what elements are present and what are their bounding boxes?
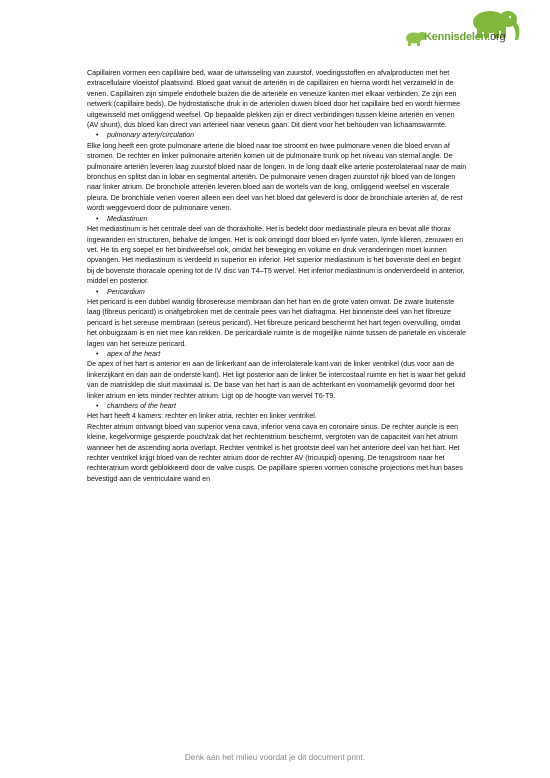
logo-brand-main: Kennisdelen: [424, 31, 488, 43]
paragraph: Het pericard is een dubbel wandig fibrosereuse membraan dan het hart en de grote vaten omvat. De zware buitenste laag (fibreus pericard) is onafgebroken met de centrale pees van het diafragma. Het binnenste deel van het fibreuze pericard is het sereuse membraan (sereus pericard). Het fibreuze pericard beschermt het hart tegen overvulling, omdat het onbuigzaam is en niet mee kan rekken. De pericardiale ruimte is de mogelijke ruimte tussen de parietale en viscerale lagen van het sereuze pericard.: [87, 297, 466, 348]
paragraph: Capillairen vormen een capillaire bed, waar de uitwisseling van zuurstof, voedingsstoffen en afvalproducten met het extracellulaire vloeistof plaatsvind. Bloed gaat vanuit de arteriën in de capillairen en hierna wordt het verzameld in de venen. Capillairen zijn simpele endothele buizen die de arteriële en veneuze kanten met elkaar verbinden. Ze zijn een netwerk (capillaire beds). De hydrostatische druk in de arteriolen duwen bloed door het capillaire bed en wordt hiermee uitgewisseld met omliggend weefsel. Op bepaalde plekken zijn er direct verbindingen tussen kleine arteriën en venen (AV shunt), dus bloed kan direct van arterieel naar veneus gaan. Dit dient voor het behouden van lichaamswarmte.: [87, 69, 461, 130]
elephant-icon: [404, 10, 534, 50]
bullet-heading: • Pericardium: [87, 287, 467, 297]
bullet-heading: • pulmonary artery/circulation: [87, 130, 467, 140]
paragraph: Het mediastinum is het centrale deel van de thoraxholte. Het is bedekt door mediastinale pleura en bevat alle thorax ingewanden en structuren, behalve de longen. Het is ook omringd door bloed en lymfe vaten, lymfe klieren, zenuwen en vet. He tis erg soepel en het bindweefsel ook, omdat het beweging en volume en druk veranderingen moet kunnen opvangen. Het mediastinum is verdeeld in superior en inferior. Het superior mediastinum is het bovenste deel en begint bij de bovenste thoracale opening tot de IV disc van T4–T5 wervel. Het inferior mediastinum is onderverdeeld in anterior, middel en posterior.: [87, 225, 465, 286]
logo-brand-tld: .org: [487, 31, 506, 43]
page-footer: Denk aan het milieu voordat je dit document print.: [184, 753, 366, 762]
bullet-heading: • Mediastinum: [87, 214, 467, 224]
paragraph: De apex of het hart is anterior en aan de linkerkant aan de inferolaterale kant van de linker ventrikel (dus voor aan de linkerzijkant en dan aan de onderste kant). Het ligt posterior aan de linker 5e intercostaal ruimte en het is waar het geluid van de matriisklep die sluit maximaal is. De base van het hart is aan de achterkant en voornamelijk gevormd door het linker atrium en iets minder rechter atrium. Ligt op de hoogte van wervel T6-T9.: [87, 360, 466, 400]
logo-wordmark: [424, 31, 505, 43]
bullet-heading: • apex of the heart: [87, 349, 467, 359]
kennisdelen-logo[interactable]: [404, 10, 534, 50]
bullet-heading: • chambers of the heart: [87, 401, 467, 411]
document-body: [87, 68, 467, 484]
paragraph: Rechter atrium ontvangt bloed van superior vena cava, inferior vena cava en coronaire sinus. De rechter auricle is een kleine, kegelvormige gespierde pouch/zak dat het rechteratrium beschermt, vergroten van de capaciteit van het atrium wanneer het de ascending aorta overlapt. Rechter ventrikel is het grootste deel van het anteriore deel van het hart. Het rechter ventrikel krijgt bloed van de rechter atrium door de rechter AV (tricuspid) opening. De terugstroom naar het rechteratrium wordt geblokkeerd door de valve cusps. De papillaire spieren vormen conische projections met hun bases bevestigd aan de ventriculaire wand en: [87, 422, 463, 483]
paragraph: Het hart heeft 4 kamers: rechter en linker atria, rechter en linker ventrikel.: [87, 412, 317, 421]
paragraph: Elke long heeft een grote pulmonare arterie die bloed naar toe stroomt en twee pulmonare venen die bloed ervan af stromen. De rechter en linker pulmonaire arteriën komen uit de pulmonaire trunk op het niveau van sternal angle. De pulmonaire arteriën leveren laag zuurstof bloed naar de longen. In de long daalt elke arterie posterolateraal naar de main bronchus en splitst dan in lobar en segmental arteriën. De pulmonaire venen dragen zuurstof rijk bloed van de longen naar linker atrium. De bronchiole arteriën leveren bloed aan de wortels van de long, omliggend weefsel en viscerale pleura. De bronchiale venen voeren alleen een deel van het bloed dat geleverd is door de bronchiale arteriën af, de rest wordt weggevoerd door de pulmonaire venen.: [87, 141, 467, 213]
